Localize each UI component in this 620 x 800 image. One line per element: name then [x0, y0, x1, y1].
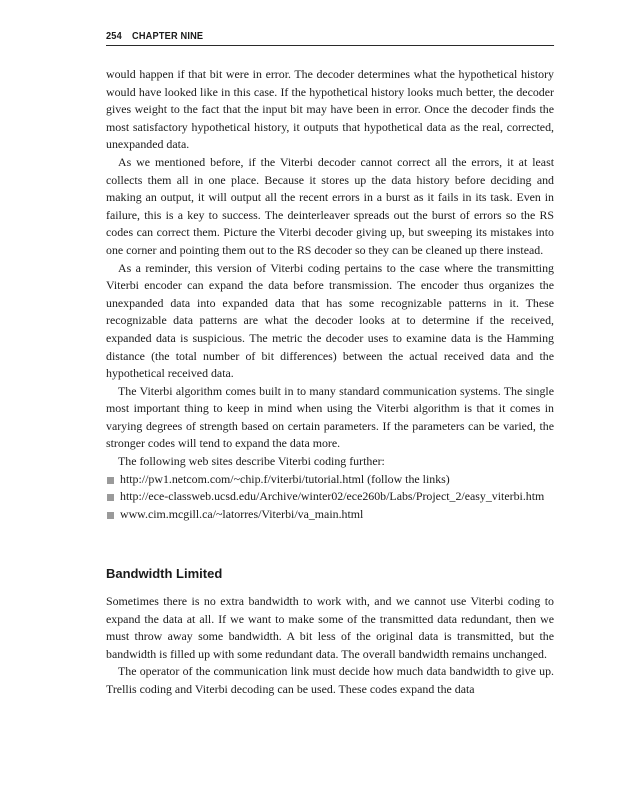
link-text: www.cim.mcgill.ca/~latorres/Viterbi/va_main.html — [120, 506, 364, 521]
paragraph: The Viterbi algorithm comes built in to many standard communication systems. The single most important thing to keep in mind when using the Viterbi algorithm is that it comes in varying degrees of strength based on certain parameters. If the parameters can be varied, the stronger codes will tend to expand the data more. — [106, 383, 554, 451]
link-text: http://ece-classweb.ucsd.edu/Archive/winter02/ece260b/Labs/Project_2/easy_viterbi.htm — [120, 489, 545, 504]
link-list — [106, 471, 554, 524]
paragraph: The operator of the communication link must decide how much data bandwidth to give up. Trellis coding and Viterbi decoding can be used. These codes expand the data — [106, 664, 554, 696]
list-item — [106, 506, 554, 524]
link-text: http://pw1.netcom.com/~chip.f/viterbi/tutorial.html (follow the links) — [120, 471, 450, 486]
body-text-block — [106, 66, 554, 523]
paragraph: Sometimes there is no extra bandwidth to work with, and we cannot use Viterbi coding to expand the data at all. If we want to make some of the transmitted data redundant, then we must throw away some bandwidth. A bit less of the original data is transmitted, but the bandwidth is filled up with some redundant data. The overall bandwidth remains unchanged. — [106, 594, 554, 661]
section-heading: Bandwidth Limited — [106, 566, 223, 581]
section-body-text — [106, 593, 554, 699]
square-bullet-icon — [107, 512, 114, 519]
square-bullet-icon — [107, 477, 114, 484]
paragraph: As a reminder, this version of Viterbi coding pertains to the case where the transmitting Viterbi encoder can expand the data before transmission. The encoder thus organizes the unexpanded data into expanded data that has some recognizable patterns in it. These recognizable data patterns are what the decoder looks at to determine if the received, expanded data is suspicious. The metric the decoder uses to examine data is the Hamming distance (the total number of bit differences) between the actual received data and the hypothetical received data. — [106, 260, 554, 381]
paragraph: would happen if that bit were in error. The decoder determines what the hypothetical history would have looked like in this case. If the hypothetical history looks much better, the decoder gives weight to the fact that the input bit may have been in error. Once the decoder finds the most satisfactory hypothetical history, it outputs that hypothetical data as the real, corrected, unexpanded data. — [106, 67, 554, 152]
list-item — [106, 488, 554, 506]
running-head — [106, 31, 554, 46]
chapter-title: CHAPTER NINE — [132, 31, 204, 42]
list-item — [106, 471, 554, 489]
paragraph: As we mentioned before, if the Viterbi decoder cannot correct all the errors, it at least collects them all in one place. Because it stores up the data history before deciding and making an output, it will output all the recent errors in a burst as it fails in its task. Even in failure, this is a key to success. The deinterleaver spreads out the burst of errors so the RS codes can correct them. Picture the Viterbi decoder giving up, but sweeping its mistakes into one corner and pointing them out to the RS decoder so they can be cleaned up there instead. — [106, 154, 554, 257]
paragraph: The following web sites describe Viterbi coding further: — [118, 454, 385, 469]
page-number: 254 — [106, 31, 122, 42]
square-bullet-icon — [107, 494, 114, 501]
